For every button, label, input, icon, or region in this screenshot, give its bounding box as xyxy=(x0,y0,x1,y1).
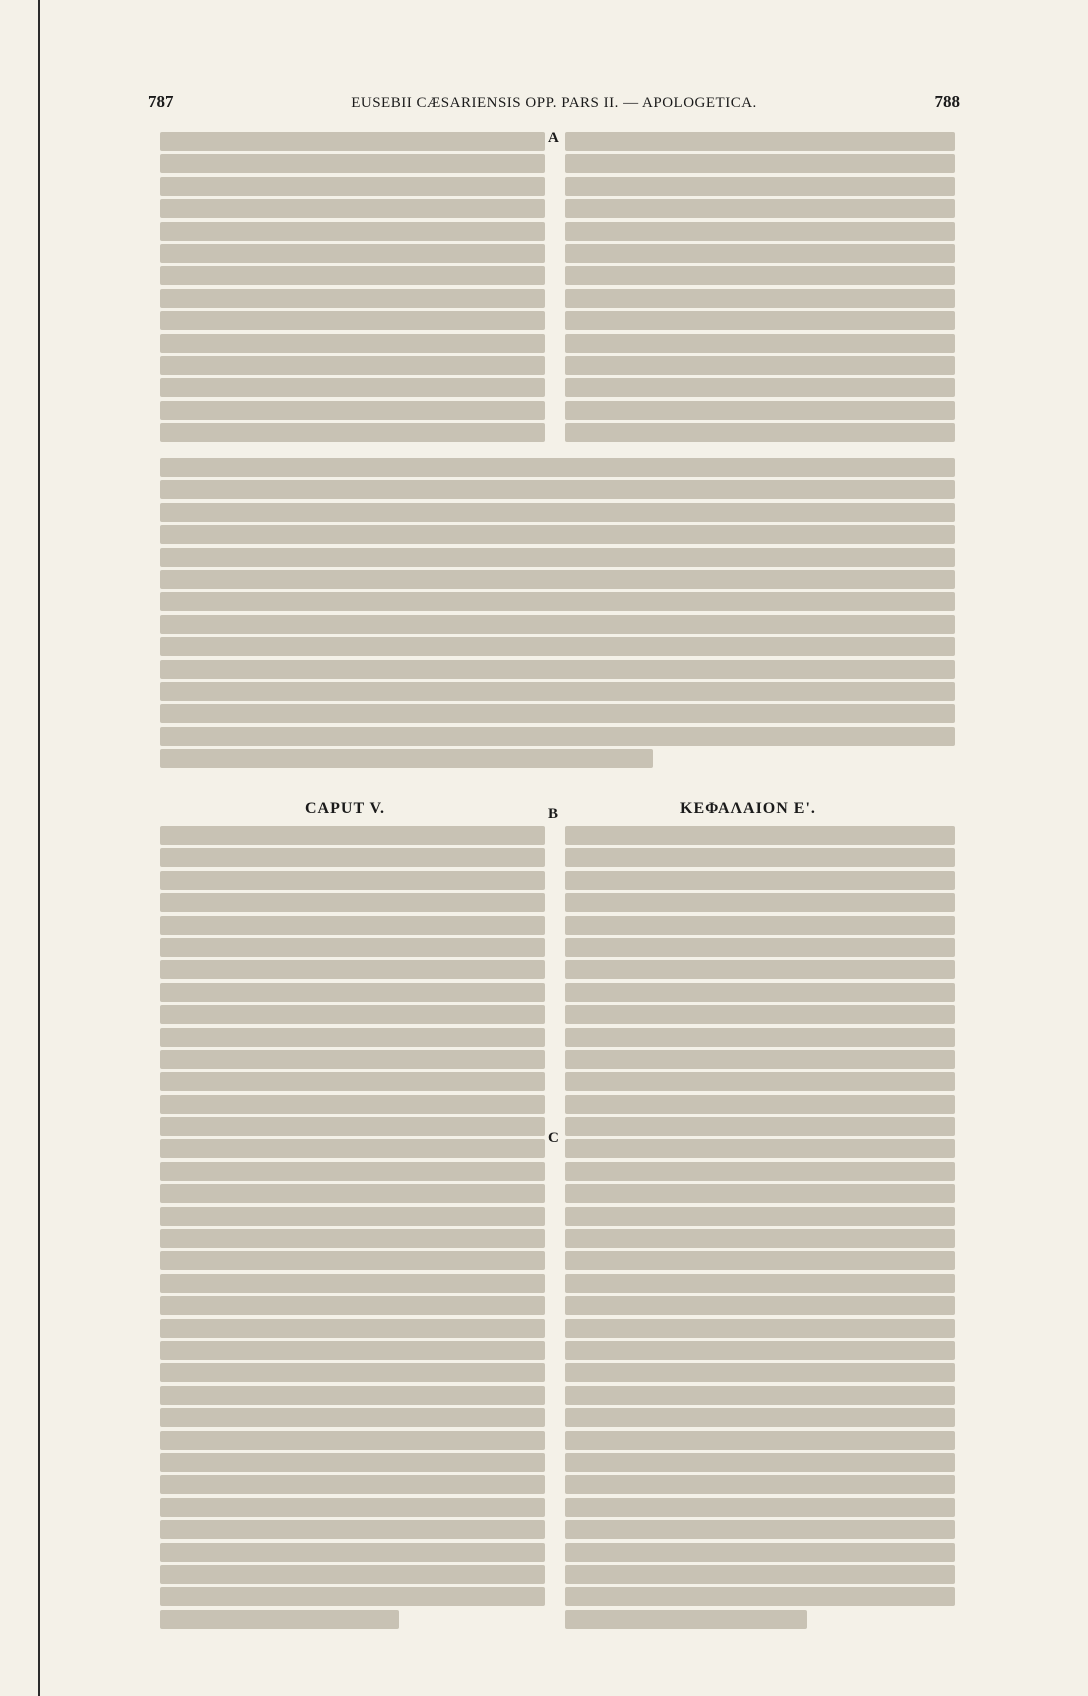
text-line xyxy=(565,289,955,308)
text-line xyxy=(565,893,955,912)
text-line xyxy=(160,871,545,890)
text-line xyxy=(160,1139,545,1158)
text-line xyxy=(565,1408,955,1427)
text-line xyxy=(160,749,653,768)
text-line xyxy=(565,356,955,375)
text-line xyxy=(565,1005,955,1024)
text-line xyxy=(160,1319,545,1338)
text-line xyxy=(565,222,955,241)
text-line xyxy=(565,1207,955,1226)
text-line xyxy=(160,480,955,499)
text-line xyxy=(160,848,545,867)
text-line xyxy=(160,1229,545,1248)
text-line xyxy=(160,1543,545,1562)
text-line xyxy=(160,570,955,589)
text-line xyxy=(160,983,545,1002)
text-line xyxy=(565,311,955,330)
text-line xyxy=(565,983,955,1002)
text-line xyxy=(160,244,545,263)
text-line xyxy=(565,423,955,442)
text-line xyxy=(160,1028,545,1047)
text-line xyxy=(160,334,545,353)
greek-column-bottom xyxy=(565,826,955,1632)
text-line xyxy=(160,1072,545,1091)
text-line xyxy=(565,1229,955,1248)
text-line xyxy=(565,1274,955,1293)
text-line xyxy=(160,1587,545,1606)
text-line xyxy=(160,1453,545,1472)
text-line xyxy=(565,1386,955,1405)
text-line xyxy=(565,1587,955,1606)
text-line xyxy=(160,1162,545,1181)
text-line xyxy=(160,401,545,420)
text-line xyxy=(565,1453,955,1472)
text-line xyxy=(160,1520,545,1539)
binding-edge xyxy=(38,0,40,1696)
latin-column-top xyxy=(160,132,545,445)
text-line xyxy=(160,938,545,957)
text-line xyxy=(565,1072,955,1091)
text-line xyxy=(160,177,545,196)
text-line xyxy=(160,1498,545,1517)
text-line xyxy=(565,244,955,263)
text-line xyxy=(565,1610,807,1629)
page-number-left: 787 xyxy=(148,92,174,111)
text-line xyxy=(565,1520,955,1539)
text-line xyxy=(565,1498,955,1517)
text-line xyxy=(565,1162,955,1181)
text-line xyxy=(160,704,955,723)
text-line xyxy=(160,222,545,241)
text-line xyxy=(160,199,545,218)
text-line xyxy=(160,1341,545,1360)
text-line xyxy=(160,682,955,701)
text-line xyxy=(160,1005,545,1024)
greek-column-top xyxy=(565,132,955,445)
text-line xyxy=(565,938,955,957)
text-line xyxy=(160,378,545,397)
margin-letter-a: A xyxy=(548,130,559,146)
text-line xyxy=(160,1475,545,1494)
text-line xyxy=(160,1610,399,1629)
margin-letter-b: B xyxy=(548,806,559,822)
text-line xyxy=(565,401,955,420)
text-line xyxy=(160,893,545,912)
margin-letter-c: C xyxy=(548,1130,559,1146)
page-number-right: 788 xyxy=(934,92,960,111)
text-line xyxy=(160,1363,545,1382)
text-line xyxy=(565,177,955,196)
text-line xyxy=(565,1319,955,1338)
text-line xyxy=(160,1408,545,1427)
text-line xyxy=(160,1117,545,1136)
greek-chapter-heading: ΚΕΦΑΛΑΙΟΝ Ε'. xyxy=(680,800,816,817)
text-line xyxy=(565,1050,955,1069)
text-line xyxy=(565,334,955,353)
text-line xyxy=(160,289,545,308)
text-line xyxy=(565,1095,955,1114)
text-line xyxy=(160,916,545,935)
text-line xyxy=(565,1251,955,1270)
text-line xyxy=(565,848,955,867)
text-line xyxy=(160,1431,545,1450)
full-width-passage xyxy=(160,458,955,771)
text-line xyxy=(160,458,955,477)
text-line xyxy=(565,1117,955,1136)
text-line xyxy=(160,503,955,522)
text-line xyxy=(160,660,955,679)
text-line xyxy=(565,1341,955,1360)
text-line xyxy=(160,356,545,375)
text-line xyxy=(160,154,545,173)
text-line xyxy=(160,311,545,330)
text-line xyxy=(565,1475,955,1494)
text-line xyxy=(160,525,955,544)
text-line xyxy=(160,826,545,845)
text-line xyxy=(565,1028,955,1047)
text-line xyxy=(160,132,545,151)
text-line xyxy=(565,1565,955,1584)
text-line xyxy=(160,1565,545,1584)
text-line xyxy=(565,378,955,397)
text-line xyxy=(160,960,545,979)
text-line xyxy=(160,1296,545,1315)
text-line xyxy=(160,1207,545,1226)
text-line xyxy=(565,199,955,218)
text-line xyxy=(160,615,955,634)
text-line xyxy=(565,1296,955,1315)
text-line xyxy=(160,592,955,611)
text-line xyxy=(160,1184,545,1203)
text-line xyxy=(565,132,955,151)
running-header xyxy=(148,92,960,120)
text-line xyxy=(565,154,955,173)
text-line xyxy=(565,1543,955,1562)
text-line xyxy=(565,916,955,935)
text-line xyxy=(160,548,955,567)
text-line xyxy=(160,1095,545,1114)
latin-column-bottom xyxy=(160,826,545,1632)
text-line xyxy=(160,266,545,285)
text-line xyxy=(160,1274,545,1293)
latin-chapter-heading: CAPUT V. xyxy=(305,800,386,817)
text-line xyxy=(565,826,955,845)
text-line xyxy=(160,1251,545,1270)
text-line xyxy=(160,423,545,442)
text-line xyxy=(565,960,955,979)
text-line xyxy=(565,871,955,890)
text-line xyxy=(160,637,955,656)
text-line xyxy=(565,1363,955,1382)
text-line xyxy=(160,1386,545,1405)
text-line xyxy=(160,727,955,746)
text-line xyxy=(565,266,955,285)
text-line xyxy=(565,1431,955,1450)
text-line xyxy=(565,1184,955,1203)
running-title: EUSEBII CÆSARIENSIS OPP. PARS II. — APOLOGETICA. xyxy=(351,95,757,111)
text-line xyxy=(565,1139,955,1158)
text-line xyxy=(160,1050,545,1069)
